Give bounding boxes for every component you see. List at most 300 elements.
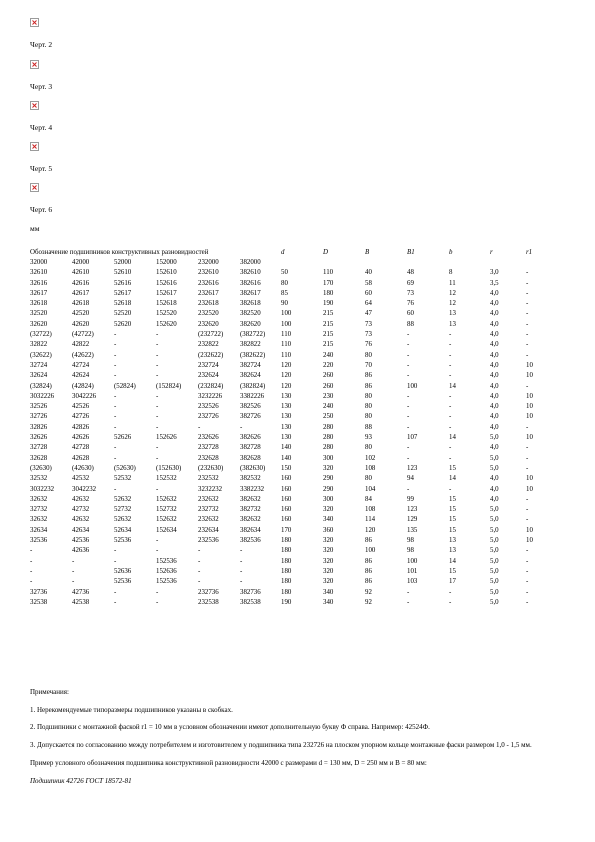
- table-cell: 4,0: [490, 413, 499, 421]
- table-cell: 32736: [30, 588, 48, 596]
- table-cell: 382632: [240, 516, 261, 524]
- table-cell: 382617: [240, 289, 261, 297]
- table-cell: 10: [526, 403, 533, 411]
- table-cell: (32722): [30, 331, 52, 339]
- table-row: [30, 299, 562, 309]
- table-cell: 13: [449, 310, 456, 318]
- table-cell: 160: [281, 495, 292, 503]
- table-cell: 32632: [30, 495, 48, 503]
- table-cell: 232728: [198, 444, 219, 452]
- table-cell: 3032226: [30, 392, 55, 400]
- table-cell: (382722): [240, 331, 266, 339]
- table-cell: -: [526, 516, 529, 524]
- table-cell: 4,0: [490, 300, 499, 308]
- table-cell: 108: [365, 506, 376, 514]
- table-row: [30, 320, 562, 330]
- table-cell: 320: [323, 578, 334, 586]
- table-cell: 382726: [240, 413, 261, 421]
- table-cell: -: [114, 588, 117, 596]
- table-cell: 100: [281, 320, 292, 328]
- table-cell: 382520: [240, 310, 261, 318]
- table-cell: -: [449, 392, 452, 400]
- table-cell: 15: [449, 464, 456, 472]
- table-cell: 42618: [72, 300, 90, 308]
- table-row: [30, 361, 562, 371]
- table-cell: 232610: [198, 269, 219, 277]
- table-cell: 382538: [240, 598, 261, 606]
- table-cell: 4,0: [490, 351, 499, 359]
- header-D: D: [323, 248, 328, 256]
- table-cell: 340: [323, 588, 334, 596]
- header-d: d: [281, 248, 285, 256]
- table-cell: 76: [365, 341, 372, 349]
- table-cell: 232618: [198, 300, 219, 308]
- table-cell: 100: [407, 557, 418, 565]
- table-cell: -: [198, 557, 201, 565]
- table-cell: 232624: [198, 372, 219, 380]
- table-row: [30, 382, 562, 392]
- table-cell: -: [114, 444, 117, 452]
- table-row: [30, 588, 562, 598]
- table-cell: 13: [449, 537, 456, 545]
- table-cell: -: [407, 392, 410, 400]
- table-cell: 120: [281, 361, 292, 369]
- table-cell: 150: [281, 464, 292, 472]
- table-cell: 85: [281, 289, 288, 297]
- table-cell: 280: [323, 444, 334, 452]
- table-cell: 50: [281, 269, 288, 277]
- table-cell: 32728: [30, 444, 48, 452]
- table-cell: 86: [365, 382, 372, 390]
- table-cell: 52536: [114, 578, 132, 586]
- table-cell: 3,0: [490, 269, 499, 277]
- table-cell: 382536: [240, 537, 261, 545]
- header-b: b: [449, 248, 453, 256]
- table-cell: 152536: [156, 578, 177, 586]
- table-cell: 52620: [114, 320, 132, 328]
- table-cell: 12: [449, 289, 456, 297]
- table-row: [30, 567, 562, 577]
- table-cell: 300: [323, 454, 334, 462]
- table-cell: 230: [323, 392, 334, 400]
- table-cell: 320: [323, 506, 334, 514]
- table-cell: -: [156, 537, 159, 545]
- table-cell: 84: [365, 495, 372, 503]
- table-cell: -: [407, 485, 410, 493]
- table-cell: 5,0: [490, 598, 499, 606]
- table-cell: 129: [407, 516, 418, 524]
- notes-section: [30, 688, 550, 794]
- table-cell: 215: [323, 310, 334, 318]
- table-row: [30, 371, 562, 381]
- table-cell: 3232232: [198, 485, 223, 493]
- table-cell: 10: [526, 475, 533, 483]
- table-cell: 80: [281, 279, 288, 287]
- table-cell: 5,0: [490, 506, 499, 514]
- table-cell: 103: [407, 578, 418, 586]
- table-cell: 90: [281, 300, 288, 308]
- table-cell: 17: [449, 578, 456, 586]
- table-cell: 180: [281, 588, 292, 596]
- table-row: [30, 433, 562, 443]
- table-cell: 3382226: [240, 392, 265, 400]
- table-cell: 92: [365, 598, 372, 606]
- table-cell: [281, 258, 323, 268]
- table-cell: 32822: [30, 341, 48, 349]
- table-cell: -: [526, 423, 529, 431]
- table-cell: 180: [323, 289, 334, 297]
- broken-image-icon: [30, 142, 39, 151]
- table-cell: -: [407, 351, 410, 359]
- table-cell: 340: [323, 516, 334, 524]
- table-cell: 382628: [240, 454, 261, 462]
- table-cell: 110: [281, 351, 292, 359]
- table-cell: 260: [323, 382, 334, 390]
- table-cell: -: [526, 547, 529, 555]
- table-cell: (42824): [72, 382, 94, 390]
- table-cell: 42822: [72, 341, 90, 349]
- table-cell: 42632: [72, 516, 90, 524]
- table-cell: 232536: [198, 537, 219, 545]
- table-cell: -: [114, 454, 117, 462]
- table-cell: 42536: [72, 537, 90, 545]
- table-cell: 4,0: [490, 372, 499, 380]
- table-cell: -: [449, 331, 452, 339]
- table-cell: 4,0: [490, 392, 499, 400]
- table-cell: 42726: [72, 413, 90, 421]
- table-cell: 114: [365, 516, 376, 524]
- table-cell: 14: [449, 382, 456, 390]
- table-cell: 100: [281, 310, 292, 318]
- table-row: [30, 423, 562, 433]
- table-cell: 32628: [30, 454, 48, 462]
- table-cell: 382634: [240, 526, 261, 534]
- table-cell: 52532: [114, 475, 132, 483]
- table-cell: [449, 258, 490, 268]
- table-cell: 382736: [240, 588, 261, 596]
- table-cell: -: [114, 485, 117, 493]
- table-cell: -: [156, 331, 159, 339]
- table-cell: (382622): [240, 351, 266, 359]
- table-cell: 382620: [240, 320, 261, 328]
- table-cell: -: [449, 403, 452, 411]
- table-cell: 52536: [114, 537, 132, 545]
- table-cell: 190: [281, 598, 292, 606]
- table-cell: 102: [365, 454, 376, 462]
- note-2: 2. Подшипники с монтажной фаской r1 = 10 мм в условном обозначении имеют дополнительную букву Ф справа. Например: 42524Ф.: [30, 723, 430, 731]
- table-cell: 215: [323, 331, 334, 339]
- table-cell: 52632: [114, 516, 132, 524]
- table-cell: 52634: [114, 526, 132, 534]
- table-cell: -: [407, 361, 410, 369]
- table-cell: 32724: [30, 361, 48, 369]
- table-cell: -: [526, 557, 529, 565]
- table-cell: -: [30, 578, 33, 586]
- table-cell: 4,0: [490, 320, 499, 328]
- table-cell: 64: [365, 300, 372, 308]
- table-cell: 32618: [30, 300, 48, 308]
- table-row: [30, 268, 562, 278]
- broken-image-icon: [30, 60, 39, 69]
- table-cell: -: [156, 598, 159, 606]
- table-cell: -: [407, 598, 410, 606]
- table-cell: 382532: [240, 475, 261, 483]
- table-cell: (32630): [30, 464, 52, 472]
- table-cell: 152620: [156, 320, 177, 328]
- table-cell: 4,0: [490, 382, 499, 390]
- table-cell: -: [526, 454, 529, 462]
- table-cell: -: [156, 372, 159, 380]
- table-cell: 232632: [198, 516, 219, 524]
- table-cell: 4,0: [490, 485, 499, 493]
- bearing-dimensions-table: [30, 243, 562, 608]
- table-cell: -: [526, 598, 529, 606]
- table-cell: 120: [281, 382, 292, 390]
- table-cell: 42624: [72, 372, 90, 380]
- table-cell: 52636: [114, 567, 132, 575]
- table-cell: (42630): [72, 464, 94, 472]
- table-cell: -: [156, 351, 159, 359]
- table-row: [30, 598, 562, 608]
- table-cell: 42538: [72, 598, 90, 606]
- figure-6: [30, 183, 52, 214]
- table-cell: 42826: [72, 423, 90, 431]
- table-cell: 232000: [198, 259, 219, 266]
- table-cell: 5,0: [490, 547, 499, 555]
- table-cell: -: [240, 547, 243, 555]
- designation-example: Пример условного обозначения подшипника конструктивной разновидности 42000 с размерами d = 130 мм, D = 250 мм и B = 80 мм:: [30, 759, 427, 767]
- table-cell: 232726: [198, 413, 219, 421]
- table-cell: 152616: [156, 279, 177, 287]
- table-cell: -: [526, 269, 529, 277]
- table-cell: 52626: [114, 434, 132, 442]
- table-cell: -: [407, 331, 410, 339]
- table-cell: -: [114, 403, 117, 411]
- table-cell: 152636: [156, 567, 177, 575]
- table-cell: 98: [407, 547, 414, 555]
- table-cell: 104: [365, 485, 376, 493]
- table-cell: 130: [281, 413, 292, 421]
- table-cell: 14: [449, 557, 456, 565]
- table-cell: -: [156, 423, 159, 431]
- table-cell: 240: [323, 403, 334, 411]
- table-cell: 70: [365, 361, 372, 369]
- table-cell: 15: [449, 516, 456, 524]
- table-cell: 73: [407, 289, 414, 297]
- table-cell: -: [526, 351, 529, 359]
- table-cell: -: [526, 464, 529, 472]
- table-cell: 232617: [198, 289, 219, 297]
- table-cell: -: [240, 423, 243, 431]
- table-cell: -: [449, 372, 452, 380]
- table-cell: -: [407, 588, 410, 596]
- table-cell: 32536: [30, 537, 48, 545]
- table-cell: -: [198, 423, 201, 431]
- table-cell: 152634: [156, 526, 177, 534]
- table-cell: 382822: [240, 341, 261, 349]
- table-cell: 120: [365, 526, 376, 534]
- table-cell: 382728: [240, 444, 261, 452]
- table-row: [30, 464, 562, 474]
- table-cell: 3032232: [30, 485, 55, 493]
- figure-caption: Черт. 5: [30, 164, 53, 173]
- table-cell: 32520: [30, 310, 48, 318]
- table-cell: 280: [323, 434, 334, 442]
- table-cell: 382618: [240, 300, 261, 308]
- table-cell: 232632: [198, 495, 219, 503]
- table-cell: 42616: [72, 279, 90, 287]
- table-cell: -: [114, 331, 117, 339]
- table-cell: 5,0: [490, 537, 499, 545]
- table-cell: -: [156, 547, 159, 555]
- table-cell: 152632: [156, 495, 177, 503]
- table-cell: -: [526, 567, 529, 575]
- table-cell: -: [240, 557, 243, 565]
- table-cell: 382632: [240, 495, 261, 503]
- table-cell: 100: [407, 382, 418, 390]
- table-row: [30, 392, 562, 402]
- table-cell: (52630): [114, 464, 136, 472]
- table-cell: 232620: [198, 320, 219, 328]
- table-row: [30, 309, 562, 319]
- table-cell: 4,0: [490, 331, 499, 339]
- table-cell: 320: [323, 537, 334, 545]
- table-cell: 4,0: [490, 341, 499, 349]
- table-cell: 152632: [156, 516, 177, 524]
- table-cell: 52732: [114, 506, 132, 514]
- table-cell: 100: [365, 547, 376, 555]
- table-cell: 3232226: [198, 392, 223, 400]
- table-cell: 130: [281, 392, 292, 400]
- table-cell: 52632: [114, 495, 132, 503]
- table-cell: (42722): [72, 331, 94, 339]
- table-body: [30, 258, 562, 608]
- table-cell: 80: [365, 351, 372, 359]
- table-cell: 4,0: [490, 289, 499, 297]
- table-cell: -: [407, 454, 410, 462]
- table-cell: -: [526, 495, 529, 503]
- table-cell: -: [526, 444, 529, 452]
- table-cell: 86: [365, 567, 372, 575]
- table-cell: 80: [365, 413, 372, 421]
- figure-4: [30, 101, 52, 132]
- table-cell: 382626: [240, 434, 261, 442]
- table-cell: -: [407, 444, 410, 452]
- table-cell: 32526: [30, 403, 48, 411]
- header-r1: r1: [526, 248, 533, 256]
- table-cell: 5,0: [490, 557, 499, 565]
- table-cell: 32000: [30, 259, 48, 266]
- table-cell: 123: [407, 506, 418, 514]
- table-cell: -: [407, 423, 410, 431]
- table-cell: 160: [281, 516, 292, 524]
- table-cell: 32610: [30, 269, 48, 277]
- table-cell: 340: [323, 598, 334, 606]
- table-cell: 42520: [72, 310, 90, 318]
- table-cell: 42728: [72, 444, 90, 452]
- table-cell: 47: [365, 310, 372, 318]
- table-cell: 152520: [156, 310, 177, 318]
- table-cell: -: [156, 392, 159, 400]
- table-cell: 40: [365, 269, 372, 277]
- table-cell: -: [156, 361, 159, 369]
- table-cell: -: [407, 341, 410, 349]
- table-cell: 5,0: [490, 567, 499, 575]
- table-cell: (382824): [240, 382, 266, 390]
- table-cell: -: [526, 578, 529, 586]
- table-cell: 101: [407, 567, 418, 575]
- table-row: [30, 351, 562, 361]
- table-cell: 140: [281, 444, 292, 452]
- table-cell: 232538: [198, 598, 219, 606]
- table-cell: 94: [407, 475, 414, 483]
- table-cell: (42622): [72, 351, 94, 359]
- table-cell: 15: [449, 495, 456, 503]
- table-cell: 3042232: [72, 485, 97, 493]
- table-cell: 290: [323, 475, 334, 483]
- table-cell: 10: [526, 434, 533, 442]
- table-cell: (232824): [198, 382, 224, 390]
- table-cell: 14: [449, 475, 456, 483]
- table-cell: 180: [281, 567, 292, 575]
- table-cell: 86: [365, 578, 372, 586]
- table-cell: 32620: [30, 320, 48, 328]
- table-cell: -: [449, 341, 452, 349]
- table-cell: -: [114, 557, 117, 565]
- table-cell: [323, 258, 365, 268]
- table-cell: 52617: [114, 289, 132, 297]
- table-cell: (32824): [30, 382, 52, 390]
- table-cell: 5,0: [490, 526, 499, 534]
- table-cell: -: [30, 557, 33, 565]
- table-cell: 13: [449, 547, 456, 555]
- table-cell: 32532: [30, 475, 48, 483]
- table-cell: 32538: [30, 598, 48, 606]
- table-cell: 42610: [72, 269, 90, 277]
- table-cell: 170: [281, 526, 292, 534]
- table-cell: -: [156, 341, 159, 349]
- table-cell: 80: [365, 403, 372, 411]
- table-row: [30, 279, 562, 289]
- note-1: 1. Нерекомендуемые типоразмеры подшипников указаны в скобках.: [30, 705, 233, 714]
- table-cell: 10: [526, 526, 533, 534]
- table-cell: 32617: [30, 289, 48, 297]
- table-cell: [365, 258, 407, 268]
- table-cell: 180: [281, 557, 292, 565]
- table-cell: -: [156, 454, 159, 462]
- table-row: [30, 289, 562, 299]
- table-cell: 382624: [240, 372, 261, 380]
- table-cell: 232736: [198, 588, 219, 596]
- table-header-row: [30, 243, 562, 258]
- table-cell: 3382232: [240, 485, 265, 493]
- table-cell: 170: [323, 279, 334, 287]
- table-cell: -: [526, 289, 529, 297]
- table-row: [30, 454, 562, 464]
- table-cell: 92: [365, 588, 372, 596]
- table-cell: -: [114, 372, 117, 380]
- table-cell: -: [72, 578, 75, 586]
- table-cell: -: [449, 485, 452, 493]
- designation-sample: Подшипник 42726 ГОСТ 18572-81: [30, 776, 132, 785]
- table-cell: 152532: [156, 475, 177, 483]
- table-cell: -: [526, 506, 529, 514]
- table-cell: (52824): [114, 382, 136, 390]
- header-r: r: [490, 248, 493, 256]
- table-cell: -: [156, 588, 159, 596]
- table-cell: -: [449, 361, 452, 369]
- table-cell: [407, 258, 449, 268]
